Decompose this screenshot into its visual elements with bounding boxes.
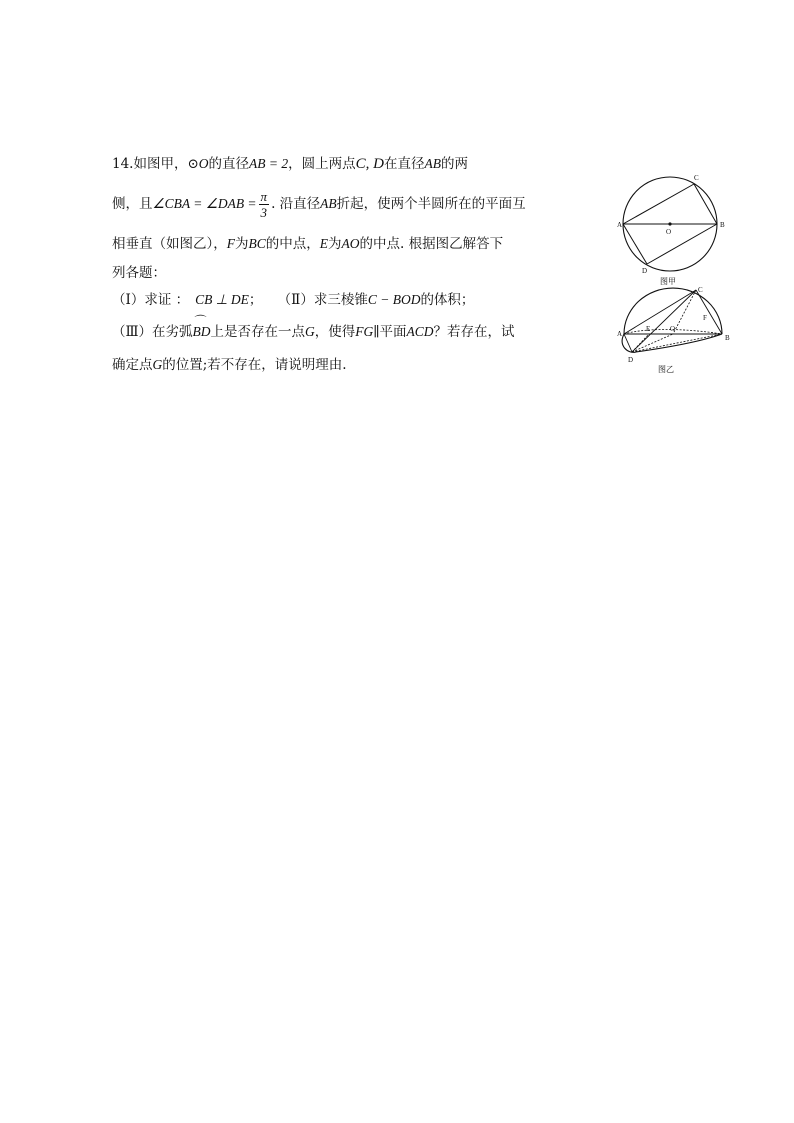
label-b: B <box>725 334 730 342</box>
center-point-o <box>668 222 671 225</box>
label-c: C <box>694 174 699 182</box>
circle-symbol: ⊙ <box>187 156 199 172</box>
text: ，使得 <box>314 324 356 340</box>
text: 的两 <box>441 156 468 172</box>
text: 的体积； <box>420 292 475 308</box>
chord-db <box>647 224 717 264</box>
problem-line-5 <box>112 288 474 308</box>
label-d: D <box>628 356 634 364</box>
text: 的直径 <box>208 156 250 172</box>
label-o: O <box>670 325 676 333</box>
figure-jia <box>617 174 725 286</box>
text: 确定点 <box>112 357 153 373</box>
question-1-label: （Ⅰ）求证 ： <box>112 292 190 308</box>
fraction-numerator: π <box>260 189 268 204</box>
figure-svg <box>614 168 746 378</box>
problem-line-7 <box>112 353 347 373</box>
text: 的中点， <box>265 236 320 252</box>
label-d: D <box>642 267 648 275</box>
math-g: G <box>305 324 315 339</box>
math-angle-equation: ∠CBA = ∠DAB = <box>152 196 257 211</box>
fraction-pi-over-3 <box>259 190 270 219</box>
math-bc: BC <box>248 236 266 251</box>
math-fg: FG <box>355 324 374 339</box>
problem-line-1 <box>112 152 468 173</box>
segment-ac <box>624 290 696 334</box>
text: 的中点. 根据图乙解答下 <box>359 236 504 252</box>
chord-bc <box>694 184 717 224</box>
label-o: O <box>666 228 672 236</box>
geometry-figure <box>614 168 746 378</box>
figure-yi <box>617 286 730 374</box>
math-c-bod: C − BOD <box>367 292 421 307</box>
text: 的位置;若不存在，请说明理由. <box>162 357 347 373</box>
problem-line-6 <box>112 318 515 340</box>
problem-number: 14. <box>112 156 134 172</box>
text: 上是否存在一点 <box>210 324 306 340</box>
parallel-plane-text: ∥平面 <box>373 324 407 340</box>
math-ao: AO <box>341 236 360 251</box>
label-f: F <box>703 314 707 322</box>
segment-db <box>632 334 722 352</box>
fraction-denominator: 3 <box>260 205 268 220</box>
text: 如图甲， <box>133 156 188 172</box>
text: 为 <box>328 236 342 252</box>
math-o: O <box>198 156 209 171</box>
segment-cb <box>696 290 722 334</box>
label-b: B <box>720 221 725 229</box>
problem-line-2 <box>112 190 526 219</box>
math-e: E <box>319 236 329 251</box>
problem-line-3 <box>112 232 503 252</box>
text: ； <box>248 292 263 308</box>
math-g: G <box>152 357 163 372</box>
caption-jia: 图甲 <box>660 277 676 286</box>
caption-yi: 图乙 <box>658 365 674 374</box>
math-ab: AB <box>320 196 337 211</box>
math-acd: ACD <box>406 324 434 339</box>
label-c: C <box>698 286 703 294</box>
question-3-label: （Ⅲ）在劣弧 <box>112 324 193 340</box>
chord-ac <box>623 184 694 224</box>
lower-semicircle <box>622 334 722 352</box>
text: ，圆上两点 <box>288 156 356 172</box>
chord-ad <box>623 224 647 264</box>
label-a: A <box>617 221 623 229</box>
math-f: F <box>226 236 235 251</box>
math-arc-bd: ⌒ BD <box>193 318 211 340</box>
question-2-label: （Ⅱ）求三棱锥 <box>284 292 368 308</box>
math-ab: AB <box>424 156 441 171</box>
math-cb-perp-de: CB ⊥ DE <box>195 292 249 307</box>
text: ？若存在，试 <box>433 324 515 340</box>
text: 为 <box>235 236 249 252</box>
text: 相垂直（如图乙）， <box>112 236 227 252</box>
label-e: E <box>646 325 651 333</box>
label-a: A <box>617 330 623 338</box>
math-cd: C, D <box>355 156 384 172</box>
problem-line-4: 列各题： <box>112 265 166 281</box>
text: . 沿直径 <box>271 196 321 212</box>
text: 折起，使两个半圆所在的平面互 <box>336 196 526 212</box>
math-ab-equals-2: AB = 2 <box>249 156 289 171</box>
text: 侧，且 <box>112 196 153 212</box>
text: 在直径 <box>384 156 425 172</box>
